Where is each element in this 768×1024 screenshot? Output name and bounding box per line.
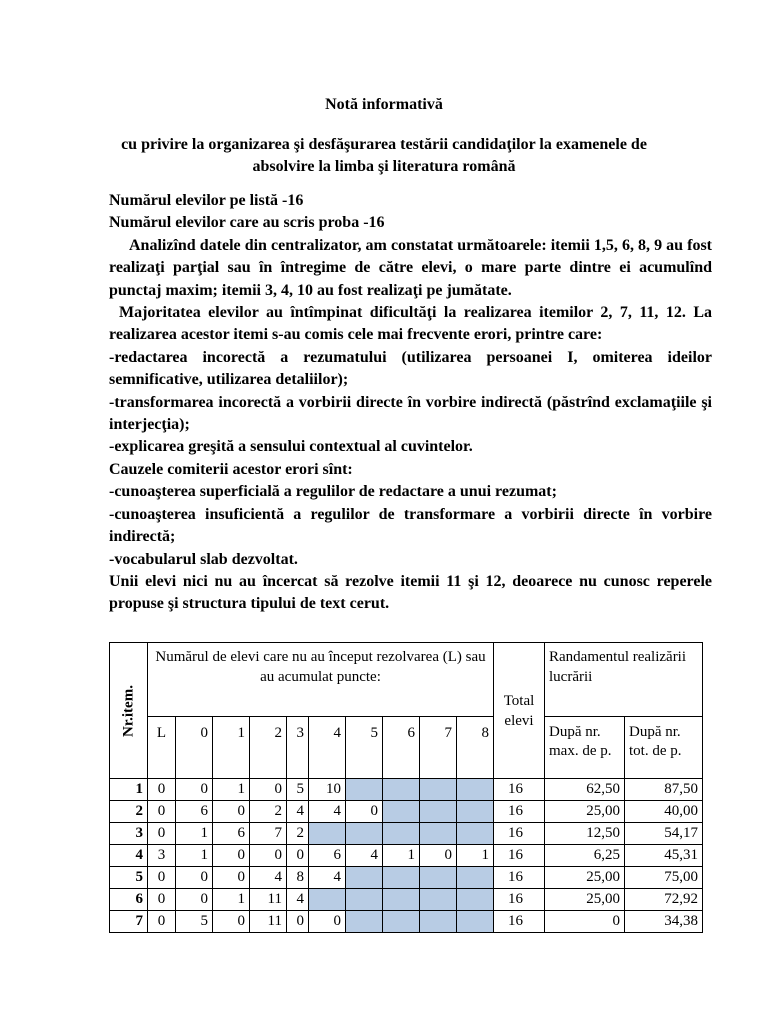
total-cell: 16 [494,801,545,823]
header-students-count: Numărul de elevi care nu au început rezolvarea (L) sau au acumulat puncte: [148,643,494,717]
score-cell-4 [309,889,346,911]
randament-max-cell: 25,00 [545,889,625,911]
score-cell-5 [346,823,383,845]
item-number-cell: 6 [110,889,148,911]
document-body [109,190,712,616]
header-score-7: 7 [420,717,457,779]
header-randament: Randamentul realizării lucrării [545,643,703,717]
total-cell: 16 [494,845,545,867]
score-cell-l: 0 [148,867,176,889]
closing-paragraph: Unii elevi nici nu au încercat să rezolve itemii 11 şi 12, deoarece nu cunosc reperele propuse şi structura tipului de text cerut. [109,572,712,613]
total-cell: 16 [494,779,545,801]
randament-tot-cell: 40,00 [625,801,703,823]
score-cell-7 [420,801,457,823]
error-item-speech: -transformarea incorectă a vorbirii directe în vorbire indirectă (păstrînd exclamaţiile şi interjecţia); [109,393,712,434]
table-body [110,779,703,933]
item-number-cell: 4 [110,845,148,867]
item-number-cell: 7 [110,911,148,933]
randament-max-cell: 62,50 [545,779,625,801]
table-row [110,845,703,867]
table-row [110,779,703,801]
score-cell-2: 11 [250,889,287,911]
score-cell-6 [383,867,420,889]
score-cell-5 [346,779,383,801]
total-cell: 16 [494,911,545,933]
score-cell-3: 4 [287,889,309,911]
students-on-list: Numărul elevilor pe listă -16 [109,192,304,209]
score-cell-4 [309,823,346,845]
document-title: Notă informativă [325,96,443,113]
score-cell-0: 6 [176,801,213,823]
document-subtitle [0,134,768,178]
score-cell-7 [420,889,457,911]
header-nr-item: Nr.item. [110,643,148,779]
score-cell-8: 1 [457,845,494,867]
score-cell-6 [383,801,420,823]
score-cell-2: 2 [250,801,287,823]
header-score-l: L [148,717,176,779]
cause-item-vocabulary: -vocabularul slab dezvoltat. [109,550,298,568]
score-cell-6 [383,889,420,911]
score-cell-6: 1 [383,845,420,867]
score-cell-1: 0 [213,867,250,889]
total-cell: 16 [494,867,545,889]
randament-tot-cell: 75,00 [625,867,703,889]
score-cell-3: 8 [287,867,309,889]
score-cell-1: 1 [213,779,250,801]
subtitle-line-2: absolvire la limba şi literatura română [252,158,516,175]
randament-max-cell: 25,00 [545,867,625,889]
randament-tot-cell: 34,38 [625,911,703,933]
header-score-2: 2 [250,717,287,779]
score-cell-l: 0 [148,801,176,823]
score-cell-0: 0 [176,889,213,911]
score-cell-6 [383,911,420,933]
score-cell-7: 0 [420,845,457,867]
score-cell-2: 7 [250,823,287,845]
score-cell-4: 6 [309,845,346,867]
subtitle-line-1: cu privire la organizarea şi desfăşurarea testării candidaţilor la examenele de [121,136,647,153]
item-number-cell: 1 [110,779,148,801]
score-cell-8 [457,911,494,933]
table-row [110,801,703,823]
randament-max-cell: 12,50 [545,823,625,845]
header-score-0: 0 [176,717,213,779]
score-cell-3: 4 [287,801,309,823]
score-cell-4: 4 [309,801,346,823]
randament-max-cell: 6,25 [545,845,625,867]
table-row [110,867,703,889]
score-cell-8 [457,889,494,911]
score-cell-1: 6 [213,823,250,845]
results-table [109,642,703,933]
score-cell-5: 4 [346,845,383,867]
item-number-cell: 5 [110,867,148,889]
score-cell-l: 0 [148,779,176,801]
score-cell-0: 1 [176,845,213,867]
causes-heading: Cauzele comiterii acestor erori sînt: [109,460,353,478]
randament-max-cell: 25,00 [545,801,625,823]
score-cell-3: 0 [287,845,309,867]
score-cell-l: 0 [148,823,176,845]
score-cell-l: 0 [148,911,176,933]
score-cell-2: 11 [250,911,287,933]
score-cell-6 [383,779,420,801]
total-cell: 16 [494,889,545,911]
score-cell-2: 0 [250,779,287,801]
score-cell-0: 5 [176,911,213,933]
score-cell-0: 0 [176,779,213,801]
header-total-students: Total elevi [494,643,545,779]
score-cell-5 [346,889,383,911]
score-cell-2: 0 [250,845,287,867]
score-cell-4: 0 [309,911,346,933]
error-item-meaning: -explicarea greşită a sensului contextual al cuvintelor. [109,438,473,456]
score-cell-0: 0 [176,867,213,889]
randament-max-cell: 0 [545,911,625,933]
score-cell-5 [346,867,383,889]
header-score-8: 8 [457,717,494,779]
score-cell-8 [457,779,494,801]
score-cell-1: 0 [213,911,250,933]
difficulties-paragraph: Majoritatea elevilor au întîmpinat dificultăţi la realizarea itemilor 2, 7, 11, 12. La realizarea acestor itemi s-au comis cele mai frecvente erori, printre care: [109,304,712,344]
score-cell-0: 1 [176,823,213,845]
randament-tot-cell: 72,92 [625,889,703,911]
cause-item-speech: -cunoaşterea insuficientă a regulilor de transformare a vorbirii directe în vorbire indirectă; [109,505,712,546]
score-cell-1: 1 [213,889,250,911]
header-dupa-max: După nr. max. de p. [545,717,625,779]
cause-item-summary: -cunoaşterea superficială a regulilor de redactare a unui rezumat; [109,483,557,501]
header-score-6: 6 [383,717,420,779]
score-cell-l: 3 [148,845,176,867]
score-cell-6 [383,823,420,845]
total-cell: 16 [494,823,545,845]
score-cell-8 [457,801,494,823]
score-cell-7 [420,779,457,801]
table-row [110,889,703,911]
students-wrote-test: Numărul elevilor care au scris proba -16 [109,214,385,232]
score-cell-4: 4 [309,867,346,889]
score-cell-4: 10 [309,779,346,801]
score-cell-8 [457,867,494,889]
score-cell-1: 0 [213,801,250,823]
randament-tot-cell: 54,17 [625,823,703,845]
error-item-summary: -redactarea incorectă a rezumatului (utilizarea persoanei I, omiterea ideilor semnificative, utilizarea detaliilor); [109,348,712,389]
score-cell-5 [346,911,383,933]
score-cell-l: 0 [148,889,176,911]
score-cell-2: 4 [250,867,287,889]
randament-tot-cell: 87,50 [625,779,703,801]
score-cell-7 [420,911,457,933]
item-number-cell: 2 [110,801,148,823]
header-score-5: 5 [346,717,383,779]
score-cell-3: 0 [287,911,309,933]
score-cell-7 [420,867,457,889]
score-cell-5: 0 [346,801,383,823]
randament-tot-cell: 45,31 [625,845,703,867]
header-score-4: 4 [309,717,346,779]
table-row [110,911,703,933]
score-cell-3: 5 [287,779,309,801]
header-dupa-tot: După nr. tot. de p. [625,717,703,779]
score-cell-3: 2 [287,823,309,845]
score-cell-7 [420,823,457,845]
table-row [110,823,703,845]
item-number-cell: 3 [110,823,148,845]
header-score-3: 3 [287,717,309,779]
score-cell-1: 0 [213,845,250,867]
header-score-1: 1 [213,717,250,779]
score-cell-8 [457,823,494,845]
analysis-paragraph: Analizînd datele din centralizator, am constatat următoarele: itemii 1,5, 6, 8, 9 au fost realizaţi parţial sau în întregime de către elevi, o mare parte dintre ei acumulînd punctaj maxim; itemii 3, 4, 10 au fost realizaţi pe jumătate. [109,236,712,299]
